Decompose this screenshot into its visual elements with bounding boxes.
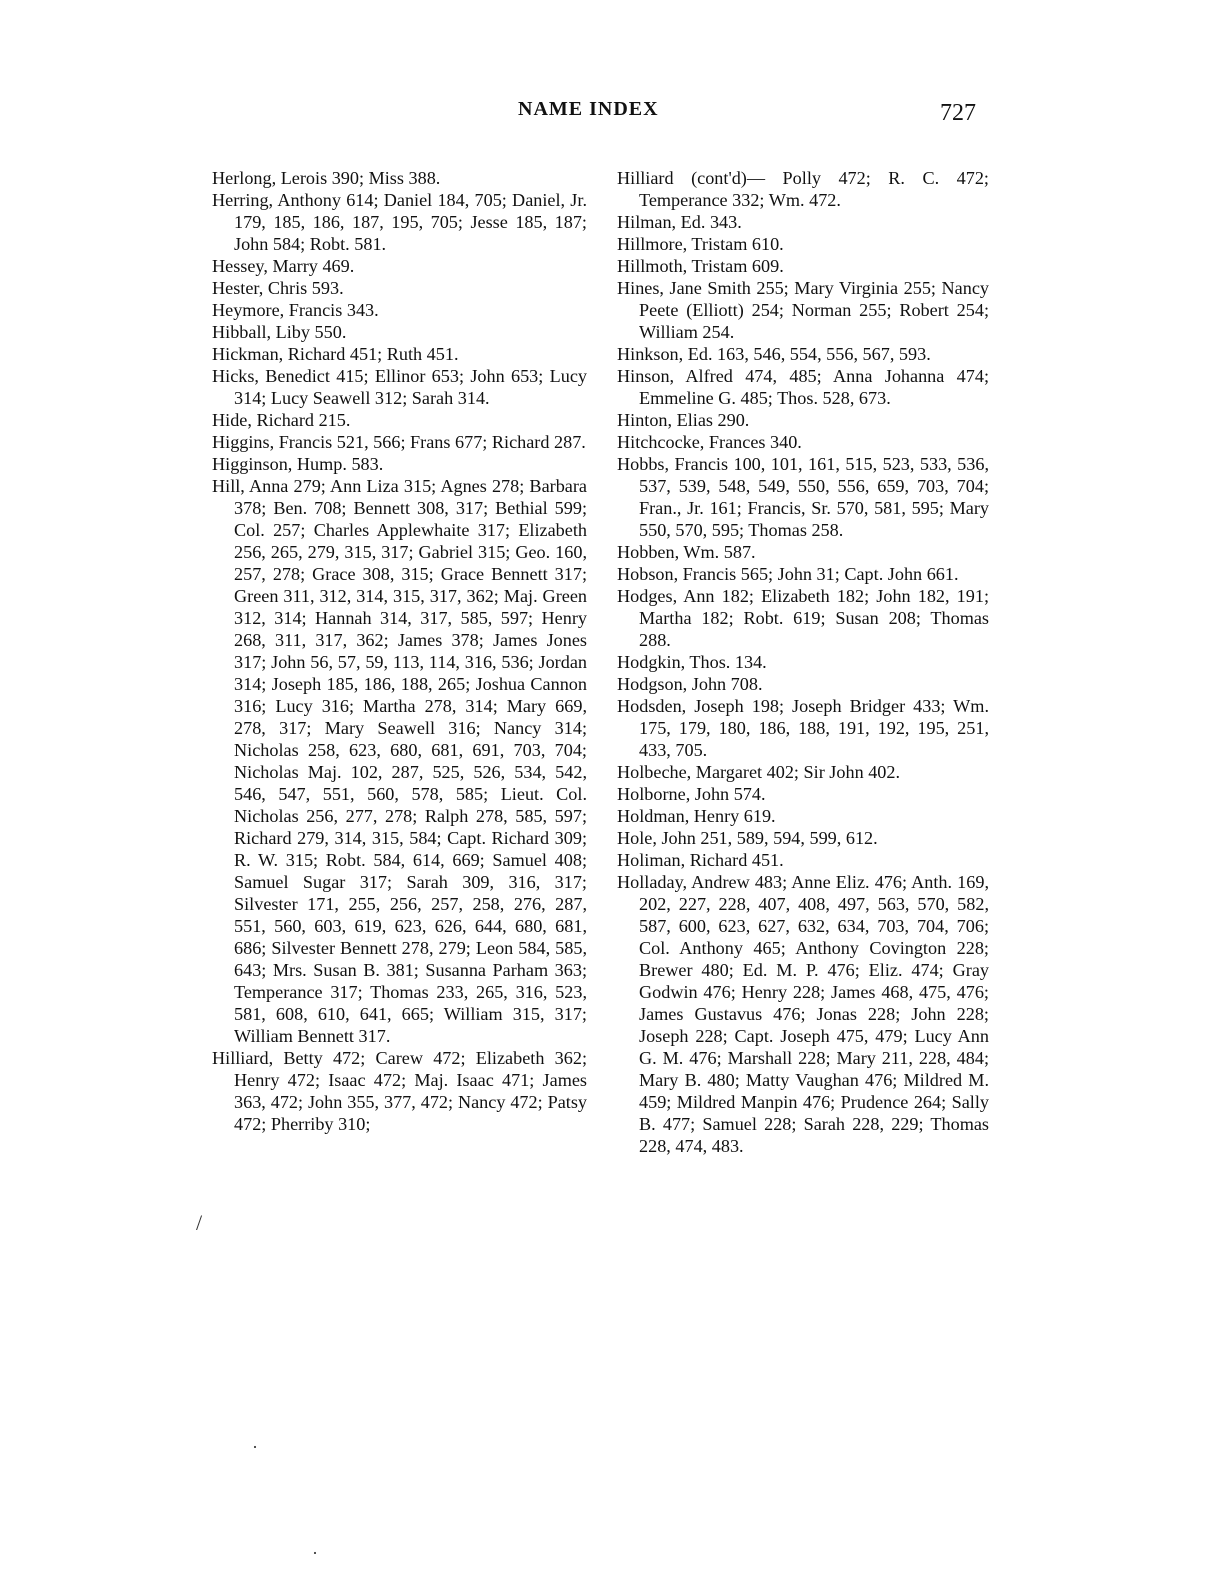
index-entry: Hodgson, John 708.	[617, 674, 763, 694]
index-entry: Holborne, John 574.	[617, 784, 766, 804]
index-entry: Hessey, Marry 469.	[212, 256, 355, 276]
index-entry: Hickman, Richard 451; Ruth 451.	[212, 344, 459, 364]
index-entry: Hinton, Elias 290.	[617, 410, 750, 430]
index-entry: Hibball, Liby 550.	[212, 322, 347, 342]
index-entry: Holbeche, Margaret 402; Sir John 402.	[617, 762, 901, 782]
index-entry: Hodsden, Joseph 198; Joseph Bridger 433; Wm. 175, 179, 180, 186, 188, 191, 192, 195, 251, 433, 705.	[617, 696, 989, 760]
index-entry: Hilman, Ed. 343.	[617, 212, 742, 232]
index-entry: Higginson, Hump. 583.	[212, 454, 384, 474]
index-entry: Hinson, Alfred 474, 485; Anna Johanna 474; Emmeline G. 485; Thos. 528, 673.	[617, 366, 989, 408]
index-entry: Hinkson, Ed. 163, 546, 554, 556, 567, 593.	[617, 344, 931, 364]
index-entry: Hide, Richard 215.	[212, 410, 351, 430]
margin-tick-mark: /	[196, 1210, 203, 1235]
index-entry: Holdman, Henry 619.	[617, 806, 776, 826]
index-entry: Hitchcocke, Frances 340.	[617, 432, 802, 452]
index-entry: Hobbs, Francis 100, 101, 161, 515, 523, 533, 536, 537, 539, 548, 549, 550, 556, 659, 703, 704; Fran., Jr. 161; Francis, Sr. 570, 581, 595; Mary 550, 570, 595; Thomas 258.	[617, 454, 989, 540]
index-entry: Higgins, Francis 521, 566; Frans 677; Richard 287.	[212, 432, 586, 452]
index-entry: Hester, Chris 593.	[212, 278, 344, 298]
index-entry: Hobson, Francis 565; John 31; Capt. John 661.	[617, 564, 959, 584]
index-entry: Hole, John 251, 589, 594, 599, 612.	[617, 828, 878, 848]
running-title: NAME INDEX	[518, 98, 659, 120]
index-entry: Hines, Jane Smith 255; Mary Virginia 255; Nancy Peete (Elliott) 254; Norman 255; Robert 254; William 254.	[617, 278, 989, 342]
index-entry: Hobben, Wm. 587.	[617, 542, 756, 562]
index-entry: Hicks, Benedict 415; Ellinor 653; John 653; Lucy 314; Lucy Seawell 312; Sarah 314.	[212, 366, 587, 408]
index-entry: Heymore, Francis 343.	[212, 300, 379, 320]
index-entry: Hodgkin, Thos. 134.	[617, 652, 767, 672]
index-entry: Hilliard (cont'd)— Polly 472; R. C. 472; Temperance 332; Wm. 472.	[617, 168, 989, 210]
stray-dot-mark: ·	[312, 1543, 318, 1563]
index-entry: Herring, Anthony 614; Daniel 184, 705; Daniel, Jr. 179, 185, 186, 187, 195, 705; Jesse 185, 187; John 584; Robt. 581.	[212, 190, 587, 254]
index-entry: Hilliard, Betty 472; Carew 472; Elizabeth 362; Henry 472; Isaac 472; Maj. Isaac 471; James 363, 472; John 355, 377, 472; Nancy 472; Patsy 472; Pherriby 310;	[212, 1048, 587, 1134]
page-number: 727	[940, 100, 976, 126]
index-entry: Herlong, Lerois 390; Miss 388.	[212, 168, 441, 188]
stray-dot-mark: ·	[252, 1437, 258, 1457]
index-entry: Holiman, Richard 451.	[617, 850, 784, 870]
index-entry: Hillmore, Tristam 610.	[617, 234, 784, 254]
index-entry: Hill, Anna 279; Ann Liza 315; Agnes 278; Barbara 378; Ben. 708; Bennett 308, 317; Bethial 599; Col. 257; Charles Applewhaite 317; Elizabeth 256, 265, 279, 315, 317; Gabriel 315; Geo. 160, 257, 278; Grace 308, 315; Grace Bennett 317; Green 311, 312, 314, 315, 317, 362; Maj. Green 312, 314; Hannah 314, 317, 585, 597; Henry 268, 311, 317, 362; James 378; James Jones 317; John 56, 57, 59, 113, 114, 316, 536; Jordan 314; Joseph 185, 186, 188, 265; Joshua Cannon 316; Lucy 316; Martha 278, 314; Mary 669, 278, 317; Mary Seawell 316; Nancy 314; Nicholas 258, 623, 680, 681, 691, 703, 704; Nicholas Maj. 102, 287, 525, 526, 534, 542, 546, 547, 551, 560, 578, 585; Lieut. Col. Nicholas 256, 277, 278; Ralph 278, 585, 597; Richard 279, 314, 315, 584; Capt. Richard 309; R. W. 315; Robt. 584, 614, 669; Samuel 408; Samuel Sugar 317; Sarah 309, 316, 317; Silvester 171, 255, 256, 257, 258, 276, 287, 551, 560, 603, 619, 623, 626, 644, 680, 681, 686; Silvester Bennett 278, 279; Leon 584, 585, 643; Mrs. Susan B. 381; Susanna Parham 363; Temperance 317; Thomas 233, 265, 316, 523, 581, 608, 610, 641, 665; William 315, 317; William Bennett 317.	[212, 476, 587, 1046]
index-column-left	[212, 167, 587, 1135]
index-entry: Hillmoth, Tristam 609.	[617, 256, 784, 276]
index-entry: Hodges, Ann 182; Elizabeth 182; John 182, 191; Martha 182; Robt. 619; Susan 208; Thomas 288.	[617, 586, 989, 650]
index-entry: Holladay, Andrew 483; Anne Eliz. 476; Anth. 169, 202, 227, 228, 407, 408, 497, 563, 570, 582, 587, 600, 623, 627, 632, 634, 703, 704, 706; Col. Anthony 465; Anthony Covington 228; Brewer 480; Ed. M. P. 476; Eliz. 474; Gray Godwin 476; Henry 228; James 468, 475, 476; James Gustavus 476; Jonas 228; John 228; Joseph 228; Capt. Joseph 475, 479; Lucy Ann G. M. 476; Marshall 228; Mary 211, 228, 484; Mary B. 480; Matty Vaughan 476; Mildred M. 459; Mildred Manpin 476; Prudence 264; Sally B. 477; Samuel 228; Sarah 228, 229; Thomas 228, 474, 483.	[617, 872, 989, 1156]
index-column-right	[617, 167, 989, 1157]
page-header	[0, 98, 1224, 130]
